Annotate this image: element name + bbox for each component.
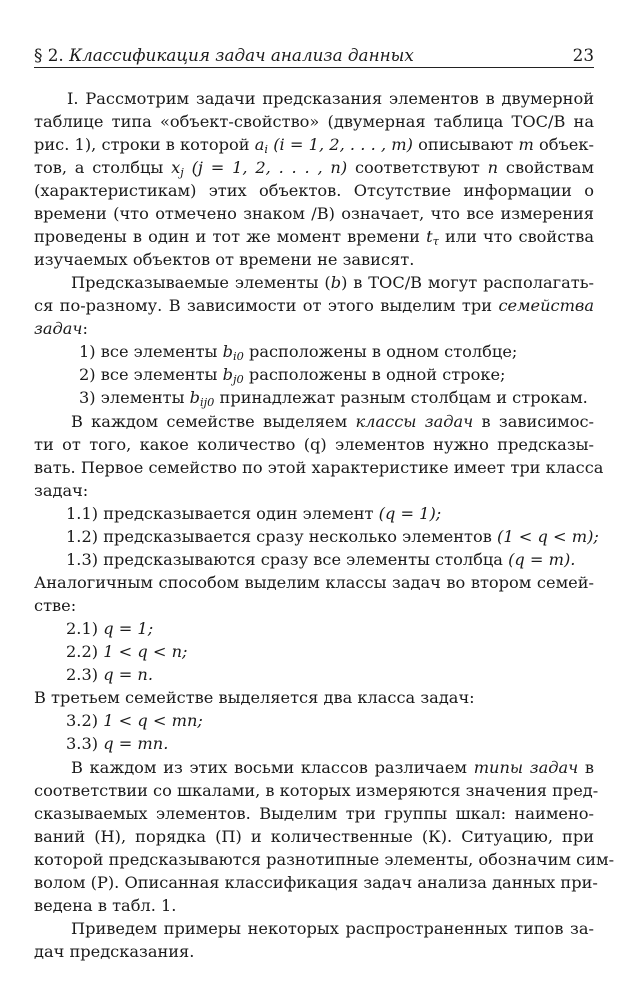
paragraph-line: Предсказываемые элементы (b) в ТОС/В могут располагать-	[71, 273, 594, 292]
paragraph-line: ведена в табл. 1.	[34, 896, 177, 915]
paragraph-line: времени (что отмечено знаком /В) означает, что все измерения	[34, 204, 594, 223]
paragraph-line: задач:	[34, 319, 88, 338]
paragraph-line: ти от того, какое количество (q) элементов нужно предсказы-	[34, 435, 594, 454]
paragraph-line: волом (Р). Описанная классификация задач анализа данных при-	[34, 873, 598, 892]
list-item: 1) все элементы $b_{i0}$ расположены в одном столбце;	[79, 342, 518, 363]
paragraph-line: тов, а столбцы $x_j$ (j = 1, 2, . . . , n) соответствуют n свойствам	[34, 158, 594, 179]
list-item: 1.1) предсказывается один элемент (q = 1);	[66, 504, 442, 523]
list-item: 2.2) 1 < q < n;	[66, 642, 188, 661]
paragraph-line: задач:	[34, 481, 89, 500]
list-item: 3) элементы $b_{ij0}$ принадлежат разным столбцам и строкам.	[79, 388, 588, 409]
paragraph-line: Приведем примеры некоторых распространенных типов за-	[71, 919, 594, 938]
list-item: 2) все элементы $b_{j0}$ расположены в одной строке;	[79, 365, 506, 386]
paragraph-line: Аналогичным способом выделим классы задач во втором семей-	[34, 573, 594, 592]
list-item: 1.3) предсказываются сразу все элементы столбца (q = m).	[66, 550, 576, 569]
paragraph-line: (характеристикам) этих объектов. Отсутствие информации о	[34, 181, 594, 200]
paragraph-line: ваний (Н), порядка (П) и количественные (К). Ситуацию, при	[34, 827, 594, 846]
paragraph-line: стве:	[34, 596, 77, 615]
paragraph-line: проведены в один и тот же момент времени $t_\tau$ или что свойства	[34, 227, 594, 248]
paragraph-line: В каждом из этих восьми классов различаем типы задач в	[71, 758, 594, 777]
paragraph-line: сказываемых элементов. Выделим три группы шкал: наимено-	[34, 804, 594, 823]
list-item: 1.2) предсказывается сразу несколько элементов (1 < q < m);	[66, 527, 599, 546]
paragraph-line: В каждом семействе выделяем классы задач в зависимос-	[71, 412, 594, 431]
header-rule	[34, 67, 594, 68]
running-header	[34, 44, 594, 66]
paragraph-line: В третьем семействе выделяется два класса задач:	[34, 688, 475, 707]
paragraph-line: таблице типа «объект-свойство» (двумерная таблица ТОС/В на	[34, 112, 594, 131]
paragraph-line: I. Рассмотрим задачи предсказания элементов в двумерной	[67, 89, 594, 108]
paragraph-line: дач предсказания.	[34, 942, 195, 961]
paragraph-line: изучаемых объектов от времени не зависят.	[34, 250, 415, 269]
paragraph-line: соответствии со шкалами, в которых измеряются значения пред-	[34, 781, 599, 800]
list-item: 3.2) 1 < q < mn;	[66, 711, 203, 730]
list-item: 2.1) q = 1;	[66, 619, 154, 638]
list-item: 2.3) q = n.	[66, 665, 154, 684]
paragraph-line: которой предсказываются разнотипные элементы, обозначим сим-	[34, 850, 615, 869]
section-title: Классификация задач анализа данных	[69, 45, 414, 65]
paragraph-line: ся по-разному. В зависимости от этого выделим три семейства	[34, 296, 594, 315]
section-mark: § 2.	[34, 45, 64, 65]
list-item: 3.3) q = mn.	[66, 734, 169, 753]
paragraph-line: вать. Первое семейство по этой характеристике имеет три класса	[34, 458, 604, 477]
page-number: 23	[572, 45, 594, 65]
paragraph-line: рис. 1), строки в которой $a_i$ (i = 1, 2, . . . , m) описывают m объек-	[34, 135, 594, 156]
